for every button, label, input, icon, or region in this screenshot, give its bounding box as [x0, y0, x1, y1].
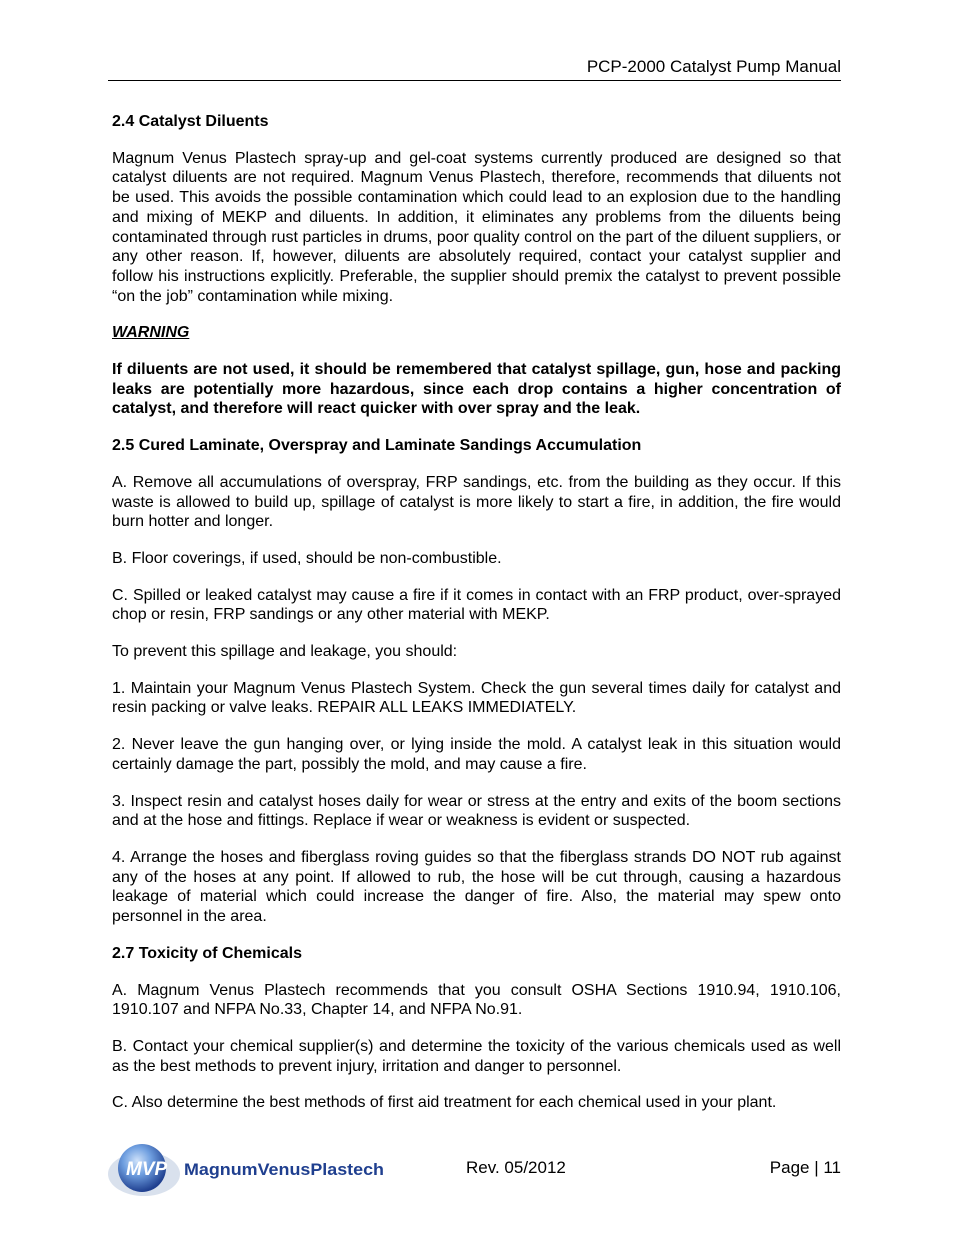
section-heading-2-5: 2.5 Cured Laminate, Overspray and Laminate Sandings Accumulation — [112, 437, 642, 455]
list-item-4: 4. Arrange the hoses and fiberglass roving guides so that the fiberglass strands DO NOT rub against any of the hoses at any point. If allowed to rub, the hose will be cut through, causing a hazardous leakage of material which could increase the danger of fire. Also, the material may spew onto personnel in the area. — [112, 848, 841, 926]
paragraph-2-7-c: C. Also determine the best methods of first aid treatment for each chemical used in your plant. — [112, 1094, 777, 1112]
logo-wordmark: MagnumVenusPlastech — [184, 1160, 384, 1179]
paragraph-2-7-b: B. Contact your chemical supplier(s) and determine the toxicity of the various chemicals used as well as the best methods to prevent injury, irritation and danger to personnel. — [112, 1037, 841, 1075]
section-heading-2-7: 2.7 Toxicity of Chemicals — [112, 944, 302, 962]
paragraph-2-5-b: B. Floor coverings, if used, should be non-combustible. — [112, 549, 502, 567]
page-number: Page | 11 — [769, 1158, 841, 1177]
page-footer — [0, 1132, 954, 1202]
paragraph-2-5-c: C. Spilled or leaked catalyst may cause a fire if it comes in contact with an FRP product, over-sprayed chop or resin, FRP sandings or any other material with MEKP. — [112, 586, 841, 624]
list-item-3: 3. Inspect resin and catalyst hoses daily for wear or stress at the entry and exits of the boom sections and at the hose and fittings. Replace if wear or weakness is evident or suspected. — [112, 792, 841, 830]
paragraph-2-5-a: A. Remove all accumulations of overspray, FRP sandings, etc. from the building as they occur. If this waste is allowed to build up, spillage of catalyst is more likely to start a fire, in addition, the fire would burn hotter and longer. — [112, 473, 841, 531]
header-title: PCP-2000 Catalyst Pump Manual — [586, 57, 841, 76]
logo-badge-text: MVP — [126, 1159, 168, 1180]
paragraph-2-7-a: A. Magnum Venus Plastech recommends that you consult OSHA Sections 1910.94, 1910.106, 1910.107 and NFPA No.33, Chapter 14, and NFPA No.91. — [112, 981, 841, 1019]
warning-title: WARNING — [112, 324, 190, 342]
list-item-1: 1. Maintain your Magnum Venus Plastech System. Check the gun several times daily for catalyst and resin packing or valve leaks. REPAIR ALL LEAKS IMMEDIATELY. — [112, 679, 841, 717]
revision-label: Rev. 05/2012 — [466, 1158, 566, 1177]
page-content — [112, 112, 841, 1130]
header-rule — [108, 80, 841, 81]
warning-body: If diluents are not used, it should be remembered that catalyst spillage, gun, hose and packing leaks are potentially more hazardous, since each drop contains a higher concentration of catalyst, and therefore will react quicker with over spray and the leak. — [112, 361, 841, 418]
list-item-2: 2. Never leave the gun hanging over, or lying inside the mold. A catalyst leak in this situation would certainly damage the part, possibly the mold, and may cause a fire. — [112, 736, 841, 773]
mvp-logo — [104, 1138, 394, 1198]
section-heading-2-4: 2.4 Catalyst Diluents — [112, 113, 269, 130]
paragraph-2-5-intro: To prevent this spillage and leakage, you should: — [112, 643, 458, 661]
paragraph-diluents: Magnum Venus Plastech spray-up and gel-coat systems currently produced are designed so that catalyst diluents are not required. Magnum Venus Plastech, therefore, recommends that diluents not be used. This avoids the possible contamination which could lead to an explosion due to the handling and mixing of MEKP and diluents. In addition, it eliminates any problems from the diluents being contaminated through rust particles in drums, poor quality control on the part of the diluent suppliers, or any other reason. If, however, diluents are absolutely required, contact your catalyst supplier and follow his instructions explicitly. Preferable, the supplier should premix the catalyst to prevent possible “on the job” contamination while mixing. — [112, 149, 841, 305]
